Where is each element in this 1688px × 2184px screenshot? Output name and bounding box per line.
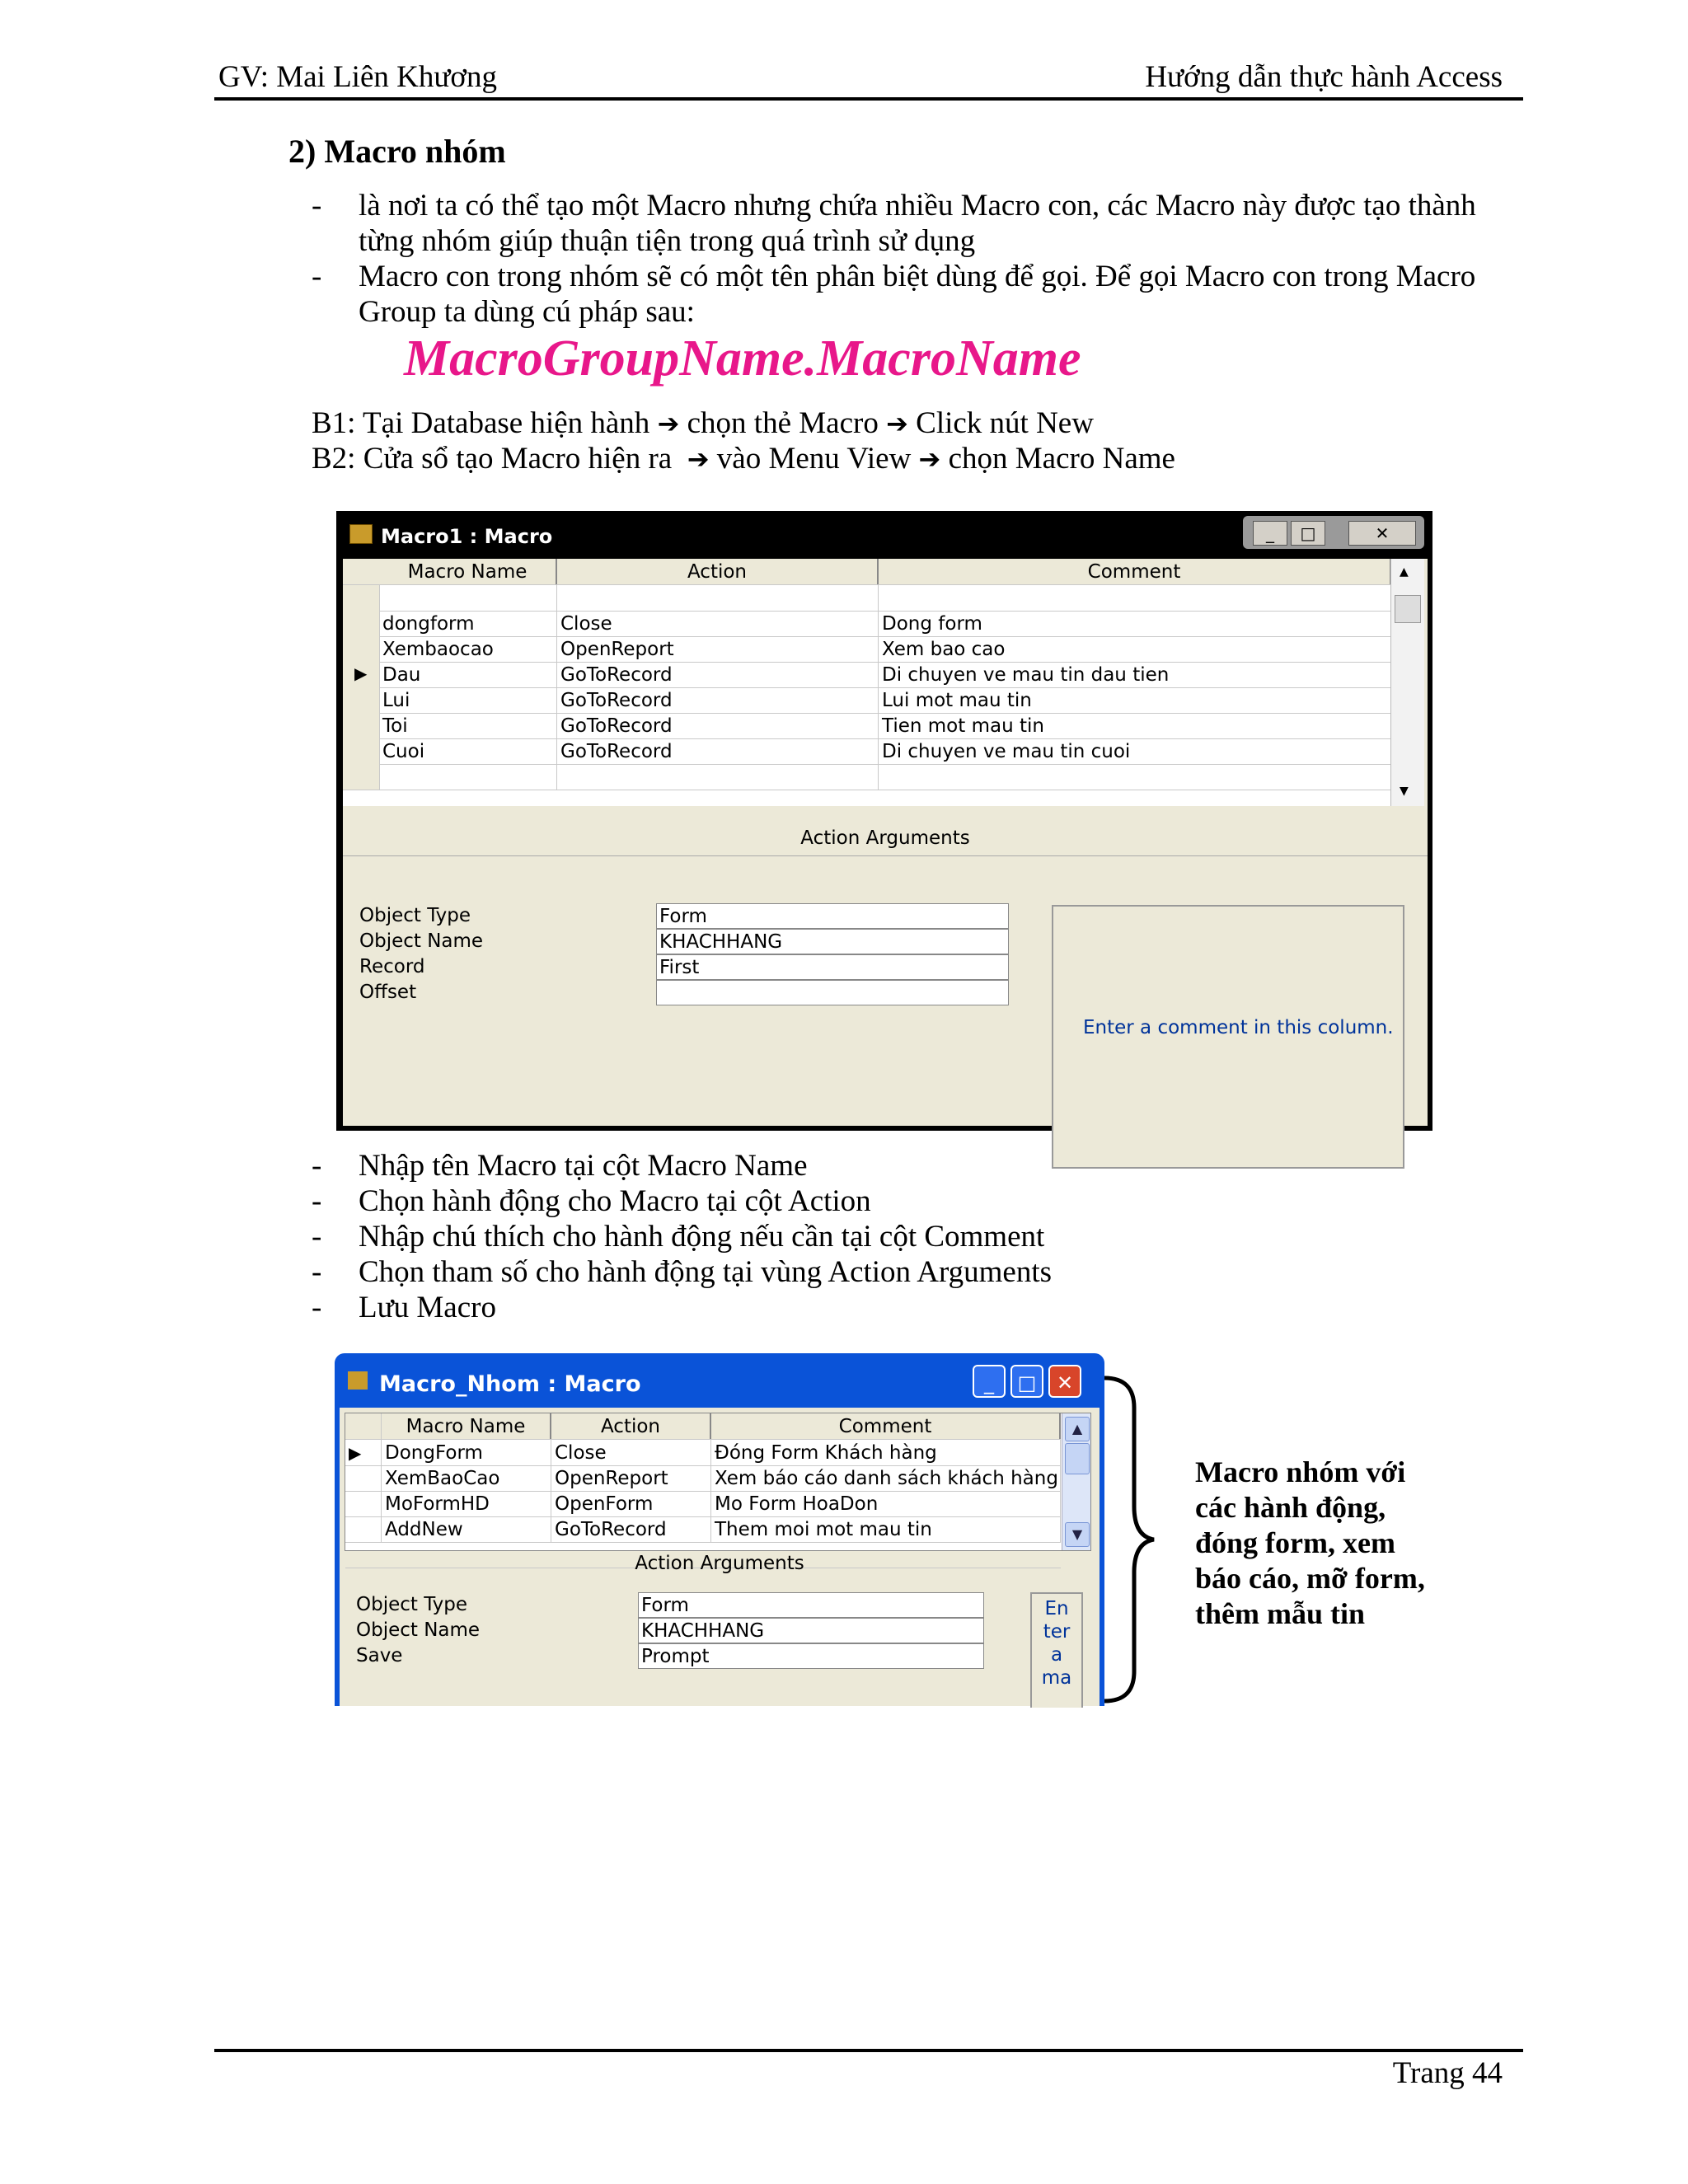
scroll-up-icon[interactable]: ▲ — [1400, 565, 1409, 579]
table-row[interactable] — [343, 687, 1391, 714]
cell-action[interactable]: GoToRecord — [557, 662, 879, 687]
arg-label: Object Type — [359, 905, 471, 926]
row-selector[interactable] — [343, 687, 380, 713]
page-number: Trang 44 — [1392, 2056, 1503, 2090]
col-macro-name[interactable]: Macro Name — [379, 559, 557, 584]
cell-action[interactable] — [557, 585, 879, 611]
arg-label: Offset — [359, 982, 417, 1003]
macro-icon — [349, 524, 373, 544]
cell-action[interactable]: OpenReport — [557, 636, 879, 662]
table-row[interactable] — [343, 764, 1391, 790]
bullet-dash: - — [312, 260, 322, 293]
arrow-icon: ➔ — [886, 408, 908, 439]
cell-macro-name[interactable] — [379, 764, 557, 790]
table-row[interactable] — [343, 738, 1391, 765]
arg-offset[interactable] — [656, 980, 1009, 1005]
cell-macro-name[interactable]: XemBaoCao — [382, 1465, 551, 1491]
cell-action[interactable]: GoToRecord — [557, 713, 879, 738]
row-selector — [345, 1413, 382, 1439]
macro-nhom-body — [340, 1408, 1100, 1706]
macro-nhom-window — [335, 1353, 1104, 1706]
macro1-grid — [343, 559, 1424, 806]
macro1-titlebar — [336, 511, 1432, 559]
step-b1: B1: Tại Database hiện hành ➔ chọn thẻ Macro ➔ Click nút New — [312, 406, 1094, 440]
scroll-down-icon[interactable]: ▼ — [1065, 1522, 1090, 1547]
cell-comment[interactable]: Them moi mot mau tin — [711, 1516, 1061, 1542]
table-row[interactable] — [345, 1491, 1061, 1517]
bullet-instruction: Chọn tham số cho hành động tại vùng Action Arguments — [359, 1255, 1053, 1289]
table-row[interactable] — [343, 713, 1391, 739]
scroll-thumb[interactable] — [1395, 595, 1421, 623]
col-comment[interactable]: Comment — [711, 1413, 1061, 1439]
macro-nhom-title: Macro_Nhom : Macro — [379, 1371, 641, 1397]
scroll-thumb[interactable] — [1065, 1443, 1090, 1474]
hint-text: En ter a ma — [1041, 1598, 1072, 1689]
cell-comment[interactable]: Lui mot mau tin — [879, 687, 1391, 713]
bullet-dash: - — [312, 1149, 322, 1183]
section-title: 2) Macro nhóm — [288, 133, 506, 170]
cell-action[interactable]: GoToRecord — [557, 687, 879, 713]
grid-header — [345, 1413, 1061, 1440]
table-row[interactable] — [345, 1440, 1061, 1466]
bullet-intro-1: là nơi ta có thể tạo một Macro nhưng chứa nhiều Macro con, các Macro này được tạo thành từng nhóm giúp thuận tiện trong quá trình sử dụng — [359, 189, 1476, 258]
col-action[interactable]: Action — [557, 559, 879, 584]
current-row-icon: ▶ — [354, 663, 368, 683]
cell-comment[interactable]: Dong form — [879, 611, 1391, 636]
cell-action[interactable]: GoToRecord — [551, 1516, 711, 1542]
action-arguments-label: Action Arguments — [800, 827, 970, 849]
table-row[interactable] — [343, 662, 1391, 688]
table-row[interactable] — [343, 636, 1391, 663]
cell-macro-name[interactable]: Xembaocao — [379, 636, 557, 662]
macro-icon — [348, 1371, 368, 1390]
macro1-title: Macro1 : Macro — [381, 525, 553, 548]
current-row-icon: ▶ — [349, 1443, 362, 1463]
row-selector[interactable] — [343, 738, 380, 764]
grid-scrollbar[interactable] — [1390, 559, 1424, 806]
cell-action[interactable]: GoToRecord — [557, 738, 879, 764]
arg-label: Object Name — [356, 1619, 481, 1641]
cell-action[interactable]: Close — [551, 1440, 711, 1465]
col-action[interactable]: Action — [551, 1413, 711, 1439]
bullet-intro-2: Macro con trong nhóm sẽ có một tên phân biệt dùng để gọi. Để gọi Macro con trong Macro Group ta dùng cú pháp sau: — [359, 260, 1476, 329]
table-row[interactable] — [345, 1465, 1061, 1492]
row-selector[interactable] — [345, 1491, 382, 1516]
bullet-instruction: Nhập chú thích cho hành động nếu cần tại cột Comment — [359, 1220, 1045, 1254]
maximize-icon[interactable]: □ — [1291, 521, 1325, 546]
macro1-window — [336, 511, 1432, 1131]
row-selector[interactable] — [343, 713, 380, 738]
hint-text: Enter a comment in this column. — [1083, 1017, 1394, 1038]
macro-nhom-grid — [345, 1413, 1091, 1551]
arg-label: Object Name — [359, 930, 484, 952]
row-selector[interactable] — [343, 585, 380, 611]
minimize-icon[interactable]: _ — [1253, 521, 1287, 546]
arg-record[interactable]: First — [656, 954, 1009, 980]
table-row[interactable] — [345, 1516, 1061, 1543]
cell-macro-name[interactable]: Dau — [379, 662, 557, 687]
hint-panel — [1052, 905, 1404, 1169]
action-arguments-label: Action Arguments — [635, 1553, 804, 1574]
header-author: GV: Mai Liên Khương — [218, 60, 497, 94]
arg-object-type[interactable]: Form — [638, 1592, 984, 1618]
cell-macro-name[interactable]: Toi — [379, 713, 557, 738]
cell-action[interactable]: Close — [557, 611, 879, 636]
cell-comment[interactable] — [879, 585, 1391, 611]
bullet-instruction: Lưu Macro — [359, 1291, 496, 1324]
arrow-icon: ➔ — [657, 408, 680, 439]
window-controls — [1243, 516, 1424, 549]
cell-macro-name[interactable]: dongform — [379, 611, 557, 636]
scroll-up-icon[interactable]: ▲ — [1065, 1417, 1090, 1441]
hint-panel — [1030, 1592, 1083, 1708]
row-selector[interactable] — [343, 662, 380, 687]
grid-header — [343, 559, 1391, 585]
brace-icon — [1101, 1375, 1159, 1706]
bullet-dash: - — [312, 1220, 322, 1254]
table-row[interactable] — [343, 611, 1391, 637]
arg-label: Object Type — [356, 1594, 468, 1615]
bullet-dash: - — [312, 1255, 322, 1289]
arg-object-name[interactable]: KHACHHANG — [638, 1618, 984, 1643]
step-b2: B2: Cửa sổ tạo Macro hiện ra ➔ vào Menu View ➔ chọn Macro Name — [312, 442, 1175, 476]
arrow-icon: ➔ — [687, 443, 710, 475]
footer-rule — [214, 2049, 1523, 2052]
arrow-icon: ➔ — [918, 443, 941, 475]
minimize-icon[interactable]: _ — [973, 1365, 1006, 1398]
maximize-icon[interactable]: □ — [1010, 1365, 1043, 1398]
cell-comment[interactable]: Mo Form HoaDon — [711, 1491, 1061, 1516]
cell-comment[interactable]: Di chuyen ve mau tin dau tien — [879, 662, 1391, 687]
close-icon[interactable]: ✕ — [1048, 1365, 1081, 1398]
cell-comment[interactable]: Tien mot mau tin — [879, 713, 1391, 738]
row-selector[interactable] — [343, 611, 380, 636]
syntax-example: MacroGroupName.MacroName — [404, 330, 1081, 387]
row-selector[interactable] — [345, 1465, 382, 1491]
arg-label: Record — [359, 956, 425, 977]
cell-action[interactable] — [557, 764, 879, 790]
cell-macro-name[interactable]: AddNew — [382, 1516, 551, 1542]
row-selector[interactable] — [343, 764, 380, 790]
row-selector — [343, 559, 380, 584]
macro1-body — [343, 559, 1428, 1126]
cell-comment[interactable] — [879, 764, 1391, 790]
arg-object-name[interactable]: KHACHHANG — [656, 929, 1009, 954]
header-rule — [214, 97, 1523, 101]
cell-macro-name[interactable]: MoFormHD — [382, 1491, 551, 1516]
bullet-instruction: Chọn hành động cho Macro tại cột Action — [359, 1184, 871, 1218]
close-icon[interactable]: ✕ — [1348, 521, 1416, 546]
row-selector[interactable] — [345, 1516, 382, 1542]
col-comment[interactable]: Comment — [879, 559, 1391, 584]
cell-macro-name[interactable]: DongForm — [382, 1440, 551, 1465]
cell-comment[interactable]: Xem bao cao — [879, 636, 1391, 662]
cell-comment[interactable]: Xem báo cáo danh sách khách hàng — [711, 1465, 1061, 1491]
bullet-dash: - — [312, 1184, 322, 1218]
bullet-instruction: Nhập tên Macro tại cột Macro Name — [359, 1149, 808, 1183]
arg-object-type[interactable]: Form — [656, 903, 1009, 929]
table-row[interactable] — [343, 585, 1391, 612]
cell-action[interactable]: OpenReport — [551, 1465, 711, 1491]
cell-macro-name[interactable]: Cuoi — [379, 738, 557, 764]
cell-macro-name[interactable]: Lui — [379, 687, 557, 713]
arg-label: Save — [356, 1645, 403, 1666]
row-selector[interactable] — [343, 636, 380, 662]
side-note: Macro nhóm với các hành động, đóng form, xem báo cáo, mỡ form, thêm mẫu tin — [1195, 1455, 1425, 1630]
scroll-down-icon[interactable]: ▼ — [1400, 785, 1409, 798]
col-macro-name[interactable]: Macro Name — [382, 1413, 551, 1439]
header-title: Hướng dẫn thực hành Access — [1145, 60, 1503, 94]
grid-scrollbar[interactable] — [1062, 1413, 1090, 1550]
cell-comment[interactable]: Đóng Form Khách hàng — [711, 1440, 1061, 1465]
arg-save[interactable]: Prompt — [638, 1643, 984, 1669]
bullet-dash: - — [312, 189, 322, 223]
row-selector[interactable] — [345, 1440, 382, 1465]
bullet-dash: - — [312, 1291, 322, 1324]
cell-macro-name[interactable] — [379, 585, 557, 611]
cell-comment[interactable]: Di chuyen ve mau tin cuoi — [879, 738, 1391, 764]
cell-action[interactable]: OpenForm — [551, 1491, 711, 1516]
